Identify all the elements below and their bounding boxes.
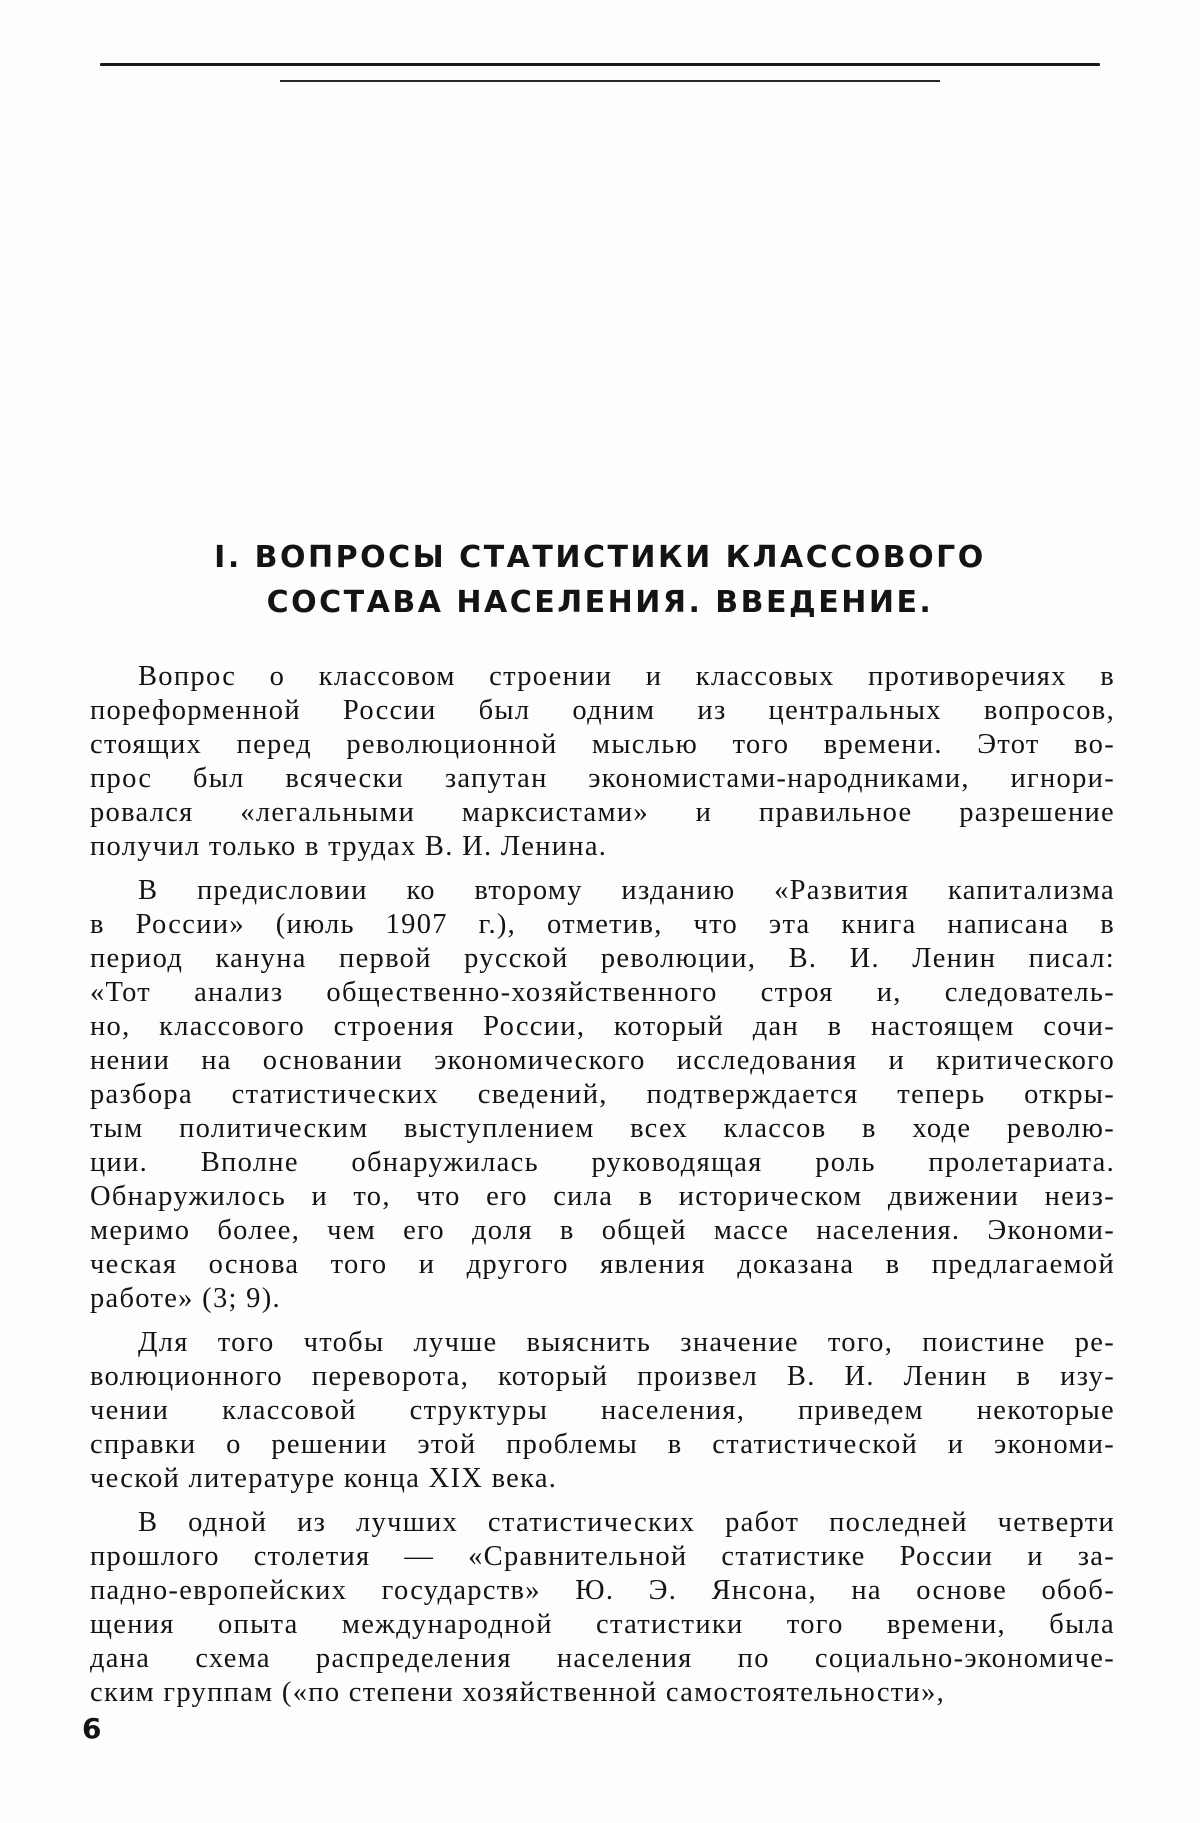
text-line: ческая основа того и другого явления доказана в предлагаемой: [90, 1249, 1115, 1280]
text-line: Обнаружилось и то, что его сила в историческом движении неиз-: [90, 1181, 1115, 1212]
text-line: меримо более, чем его доля в общей массе населения. Экономи-: [90, 1215, 1115, 1246]
chapter-heading: [100, 535, 1100, 625]
text-line: нении на основании экономического исследования и критического: [90, 1045, 1115, 1076]
text-line: разбора статистических сведений, подтверждается теперь откры-: [90, 1079, 1115, 1110]
text-line: В предисловии ко второму изданию «Развития капитализма: [138, 875, 1115, 906]
text-line: падно-европейских государств» Ю. Э. Янсона, на основе обоб-: [90, 1575, 1115, 1606]
text-line: Для того чтобы лучше выяснить значение того, поистине ре-: [138, 1327, 1115, 1358]
text-line: ским группам («по степени хозяйственной самостоятельности»,: [90, 1677, 946, 1708]
page-number: 6: [82, 1712, 102, 1745]
body-text: [90, 660, 1115, 1720]
text-line: получил только в трудах В. И. Ленина.: [90, 831, 608, 862]
top-rule-secondary: [280, 80, 940, 82]
text-line: В одной из лучших статистических работ последней четверти: [138, 1507, 1115, 1538]
chapter-heading-line-1: I. ВОПРОСЫ СТАТИСТИКИ КЛАССОВОГО: [214, 540, 986, 575]
text-line: «Тот анализ общественно-хозяйственного строя и, следователь-: [90, 977, 1115, 1008]
text-line: ровался «легальными марксистами» и правильное разрешение: [90, 797, 1115, 828]
text-line: период кануна первой русской революции, В. И. Ленин писал:: [90, 943, 1115, 974]
text-line: прошлого столетия — «Сравнительной статистике России и за-: [90, 1541, 1115, 1572]
text-line: в России» (июль 1907 г.), отметив, что эта книга написана в: [90, 909, 1115, 940]
text-line: справки о решении этой проблемы в статистической и экономи-: [90, 1429, 1115, 1460]
paragraph: [90, 1506, 1115, 1710]
chapter-heading-line-2: СОСТАВА НАСЕЛЕНИЯ. ВВЕДЕНИЕ.: [266, 585, 934, 620]
text-line: чении классовой структуры населения, приведем некоторые: [90, 1395, 1115, 1426]
text-line: дана схема распределения населения по социально-экономиче-: [90, 1643, 1115, 1674]
paragraph: [90, 874, 1115, 1316]
text-line: волюционного переворота, который произвел В. И. Ленин в изу-: [90, 1361, 1115, 1392]
paragraph: [90, 660, 1115, 864]
text-line: но, классового строения России, который дан в настоящем сочи-: [90, 1011, 1115, 1042]
text-line: ческой литературе конца XIX века.: [90, 1463, 558, 1494]
text-line: пореформенной России был одним из центральных вопросов,: [90, 695, 1115, 726]
text-line: Вопрос о классовом строении и классовых противоречиях в: [138, 661, 1115, 692]
text-line: работе» (3; 9).: [90, 1283, 281, 1314]
paragraph: [90, 1326, 1115, 1496]
text-line: прос был всячески запутан экономистами-народниками, игнори-: [90, 763, 1115, 794]
text-line: щения опыта международной статистики того времени, была: [90, 1609, 1115, 1640]
top-rule: [100, 63, 1100, 66]
text-line: тым политическим выступлением всех классов в ходе револю-: [90, 1113, 1115, 1144]
text-line: ции. Вполне обнаружилась руководящая роль пролетариата.: [90, 1147, 1115, 1178]
text-line: стоящих перед революционной мыслью того времени. Этот во-: [90, 729, 1115, 760]
